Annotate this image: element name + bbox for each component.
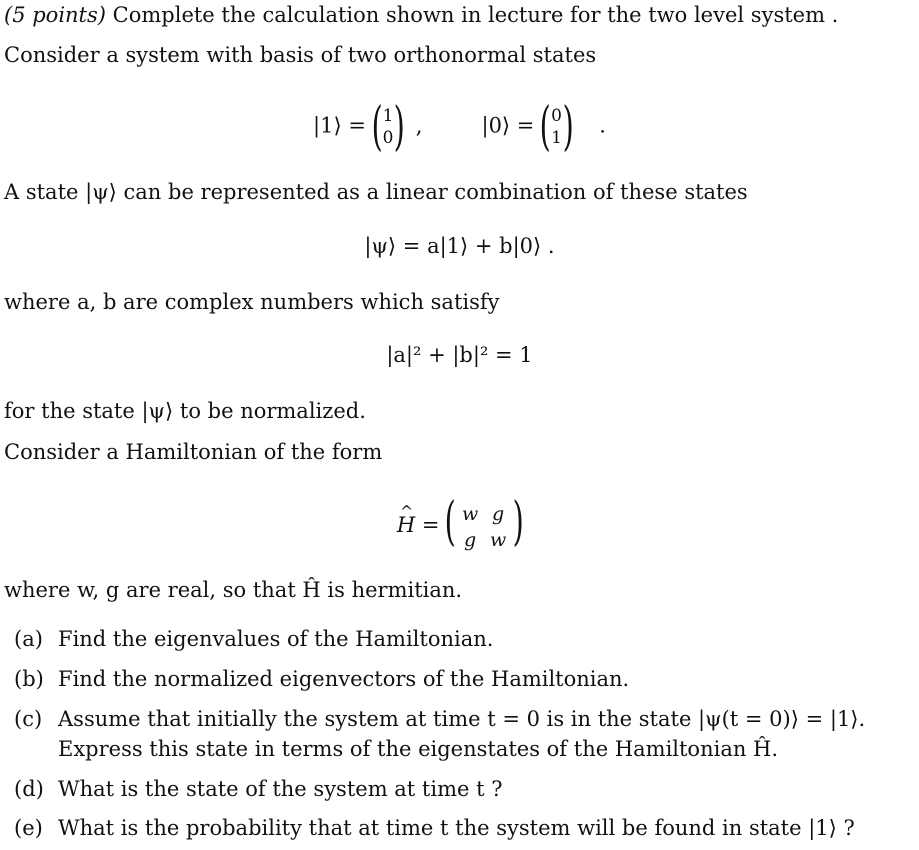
matrix-m11: w <box>462 503 479 525</box>
hamiltonian-intro: Consider a Hamiltonian of the form <box>4 440 383 464</box>
question-label: (d) <box>14 777 44 801</box>
question-label: (e) <box>14 816 43 840</box>
question-a <box>14 626 493 652</box>
question-b <box>14 666 629 692</box>
right-paren: ) <box>393 97 405 157</box>
problem-statement: Complete the calculation shown in lecture for the two level system . <box>112 3 839 27</box>
question-text: What is the probability that at time t the system will be found in state |1⟩ ? <box>58 816 855 840</box>
points-label: (5 points) <box>4 3 106 27</box>
left-paren: ( <box>371 97 383 157</box>
question-label: (a) <box>14 627 43 651</box>
question-text: Find the normalized eigenvectors of the Hamiltonian. <box>58 667 630 691</box>
basis-intro: Consider a system with basis of two orthonormal states <box>4 43 597 67</box>
question-c-continuation <box>14 736 778 762</box>
matrix-row-1 <box>456 500 512 526</box>
question-text: Find the eigenvalues of the Hamiltonian. <box>58 627 494 651</box>
ket1-top: 1 <box>382 106 394 126</box>
hermitian-text: where w, g are real, so that Ĥ is hermitian. <box>4 578 463 602</box>
hamiltonian-matrix <box>444 492 524 552</box>
question-d <box>14 776 502 802</box>
problem-header <box>4 2 838 28</box>
ket1-vector <box>371 97 405 157</box>
basis-equation <box>0 97 919 157</box>
normalized-text: for the state |ψ⟩ to be normalized. <box>4 399 366 423</box>
ket0-lhs: |0⟩ = <box>481 113 535 138</box>
state-description: A state |ψ⟩ can be represented as a linear combination of these states <box>4 180 748 204</box>
state-equation: |ψ⟩ = a|1⟩ + b|0⟩ . <box>364 234 555 258</box>
question-c <box>14 706 865 732</box>
question-text: What is the state of the system at time t ? <box>58 777 503 801</box>
basis-comma: , <box>415 113 423 138</box>
question-e <box>14 815 855 841</box>
basis-period: . <box>599 113 606 138</box>
hamiltonian-equation <box>0 492 919 552</box>
question-label: (b) <box>14 667 44 691</box>
ket0-vector <box>539 97 574 157</box>
left-paren: ( <box>444 492 456 552</box>
question-text: Express this state in terms of the eigenstates of the Hamiltonian Ĥ. <box>58 737 779 761</box>
right-paren: ) <box>512 492 524 552</box>
ket0-bottom: 1 <box>551 128 562 148</box>
complex-condition: where a, b are complex numbers which satisfy <box>4 290 500 314</box>
matrix-m12: g <box>492 503 505 525</box>
ket0-top: 0 <box>551 106 562 126</box>
matrix-row-2 <box>456 526 512 552</box>
left-paren: ( <box>539 97 551 157</box>
hamiltonian-lhs: ^ H = <box>397 512 440 538</box>
matrix-m21: g <box>464 529 477 551</box>
question-label: (c) <box>14 707 43 731</box>
right-paren: ) <box>562 97 574 157</box>
ket1-bottom: 0 <box>382 128 394 148</box>
matrix-m22: w <box>490 529 507 551</box>
question-text: Assume that initially the system at time t = 0 is in the state |ψ(t = 0)⟩ = |1⟩. <box>58 707 866 731</box>
ket1-lhs: |1⟩ = <box>313 113 366 138</box>
normalization-equation: |a|² + |b|² = 1 <box>386 343 533 367</box>
